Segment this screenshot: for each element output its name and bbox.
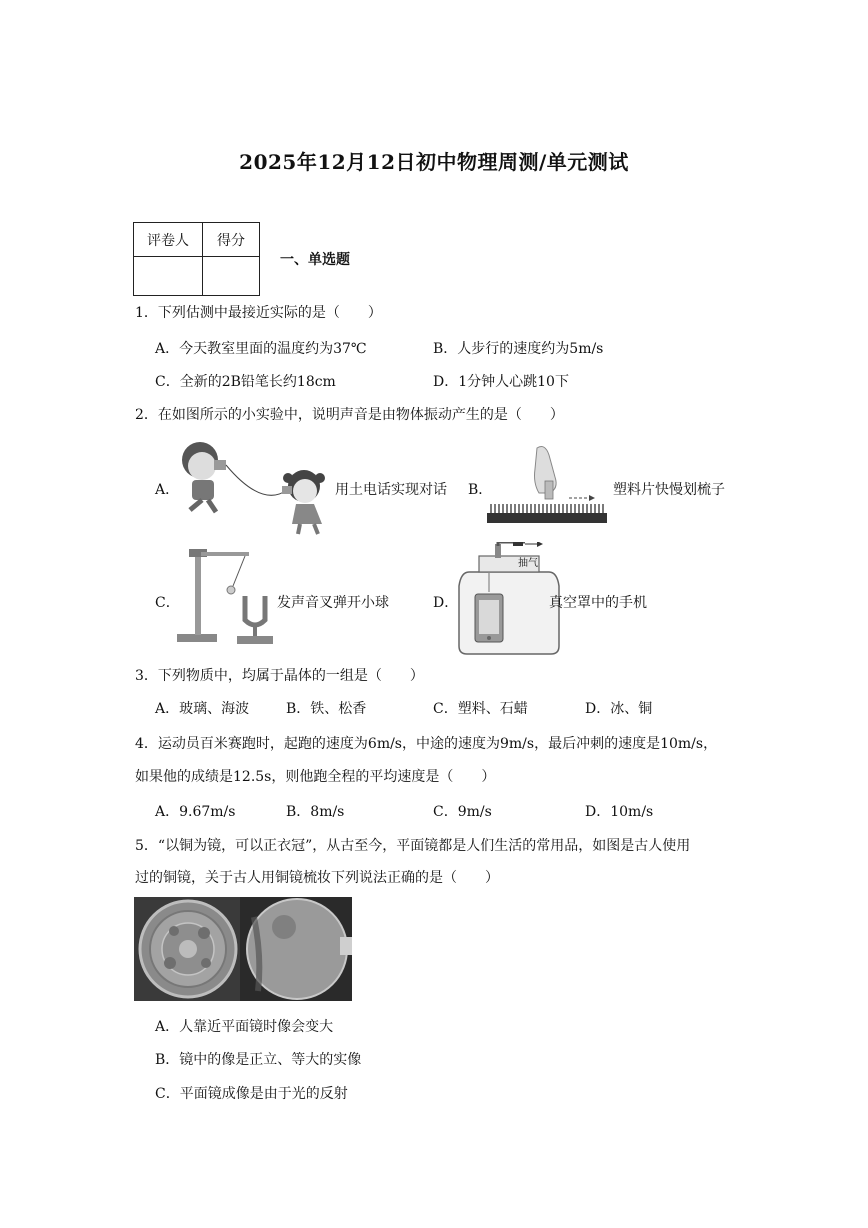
q1-option-c: C．全新的2B铅笔长约18cm xyxy=(155,374,336,390)
q3-option-a: A．玻璃、海波 xyxy=(155,701,250,717)
q2-option-a-text: 用土电话实现对话 xyxy=(335,482,447,498)
q2-option-b-text: 塑料片快慢划梳子 xyxy=(613,482,725,498)
comb-figure xyxy=(485,443,610,528)
q2-option-c-text: 发声音叉弹开小球 xyxy=(277,595,389,611)
question-1-stem: 1．下列估测中最接近实际的是（ ） xyxy=(135,305,382,321)
q2-option-d-text: 真空罩中的手机 xyxy=(549,595,647,611)
q5-option-c: C．平面镜成像是由于光的反射 xyxy=(155,1086,348,1102)
q1-option-d: D．1分钟人心跳10下 xyxy=(433,374,569,390)
q2-option-c-letter: C． xyxy=(155,595,180,611)
q4-option-d: D．10m/s xyxy=(585,804,654,820)
bronze-mirror-photo xyxy=(134,897,352,1001)
pump-out-label: 抽气 xyxy=(518,558,538,569)
question-2-stem: 2．在如图所示的小实验中，说明声音是由物体振动产生的是（ ） xyxy=(135,407,564,423)
question-4-stem-line2: 如果他的成绩是12.5s，则他跑全程的平均速度是（ ） xyxy=(135,769,496,785)
q1-option-b: B．人步行的速度约为5m/s xyxy=(433,341,604,357)
question-4-stem-line1: 4．运动员百米赛跑时，起跑的速度为6m/s，中途的速度为9m/s，最后冲刺的速度是10m/s， xyxy=(135,736,718,752)
q2-option-d-letter: D． xyxy=(433,595,459,611)
score-header: 得分 xyxy=(203,223,260,257)
score-table xyxy=(133,222,260,296)
q3-option-b: B．铁、松香 xyxy=(286,701,367,717)
q5-option-b: B．镜中的像是正立、等大的实像 xyxy=(155,1052,362,1068)
q4-option-c: C．9m/s xyxy=(433,804,492,820)
q2-option-b-letter: B． xyxy=(468,482,493,498)
q4-option-a: A．9.67m/s xyxy=(155,804,236,820)
q4-option-b: B．8m/s xyxy=(286,804,345,820)
string-telephone-figure xyxy=(172,438,337,538)
q5-option-a: A．人靠近平面镜时像会变大 xyxy=(155,1019,334,1035)
tuning-fork-figure xyxy=(175,546,275,648)
question-5-stem-line2: 过的铜镜，关于古人用铜镜梳妆下列说法正确的是（ ） xyxy=(135,870,499,886)
q2-option-a-letter: A． xyxy=(155,482,180,498)
q1-option-a: A．今天教室里面的温度约为37℃ xyxy=(155,341,367,357)
section-heading: 一、单选题 xyxy=(280,252,350,268)
question-3-stem: 3．下列物质中，均属于晶体的一组是（ ） xyxy=(135,668,424,684)
page-title: 2025年12月12日初中物理周测/单元测试 xyxy=(239,150,629,174)
q3-option-d: D．冰、铜 xyxy=(585,701,653,717)
score-cell xyxy=(203,257,260,296)
question-5-stem-line1: 5．“以铜为镜，可以正衣冠”，从古至今，平面镜都是人们生活的常用品，如图是古人使用 xyxy=(135,838,691,854)
q3-option-c: C．塑料、石蜡 xyxy=(433,701,528,717)
grader-cell xyxy=(134,257,203,296)
grader-header: 评卷人 xyxy=(134,223,203,257)
